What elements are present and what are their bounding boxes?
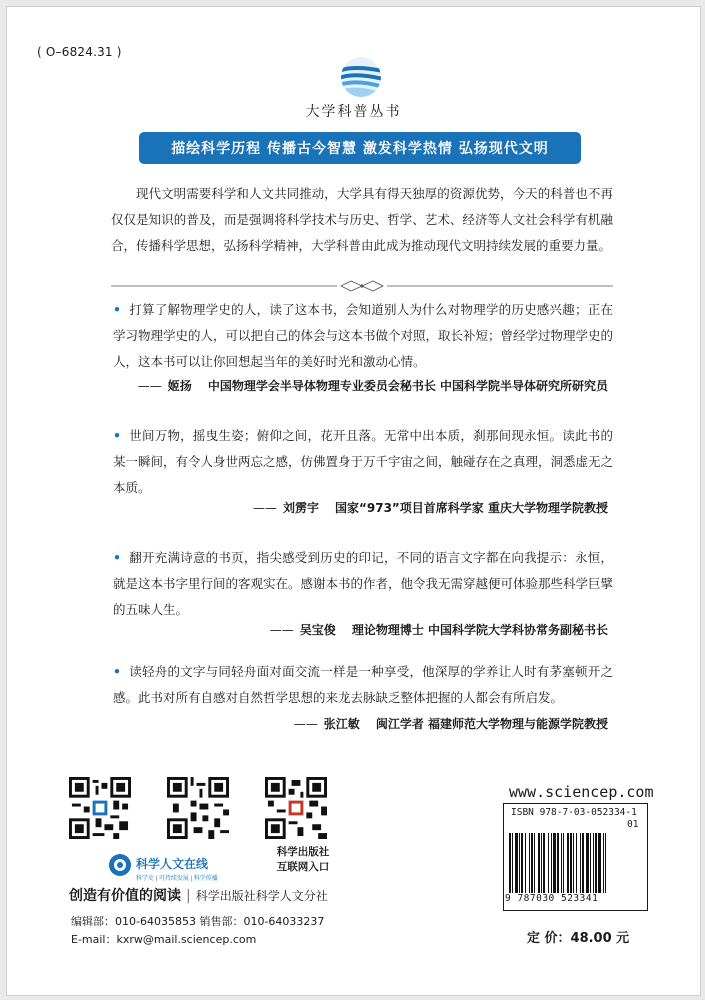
qr-code-icon[interactable] [69, 777, 131, 839]
qr-code-icon[interactable] [167, 777, 229, 839]
quote-text: 翻开充满诗意的书页，指尖感受到历史的印记，不同的语言文字都在向我提示：永恒，就是这本书字里行间的客观实在。感谢本书的作者，他令我无需穿越便可体验那些科学巨擘的五味人生。 [113, 550, 614, 617]
quote-text: 打算了解物理学史的人，读了这本书，会知道别人为什么对物理学的历史感兴趣；正在学习物理学史的人，可以把自己的体会与这本书做个对照，取长补短；曾经学过物理学史的人，这本书可以让你回想起当年的美好时光和激动心情。 [113, 302, 614, 369]
reviewer-title: 理论物理博士 中国科学院大学科协常务副秘书长 [351, 623, 608, 637]
isbn-number: ISBN 978-7-03-052334-1 [511, 807, 637, 818]
reviewer-name: 姬扬 [167, 379, 192, 393]
quote-text: 读轻舟的文字与同轻舟面对面交流一样是一种享受，他深厚的学养让人时有茅塞顿开之感。此书对所有自感对自然哲学思想的来龙去脉缺乏整体把握的人都会有所启发。 [113, 664, 613, 705]
qr-code-icon[interactable] [265, 777, 327, 839]
publisher-slogan: 创造有价值的阅读 | 科学出版社科学人文分社 [69, 888, 328, 904]
review-quote [113, 297, 613, 375]
email-address[interactable]: E-mail：kxrw@mail.sciencep.com [71, 933, 257, 946]
series-logo-icon [339, 55, 383, 99]
bullet-icon: • [113, 664, 121, 679]
review-quote [113, 659, 613, 711]
quote-attribution: —— 吴宝俊 理论物理博士 中国科学院大学科协常务副秘书长 [269, 623, 608, 637]
back-cover [6, 6, 701, 996]
barcode [509, 833, 639, 893]
ornamental-divider [111, 279, 613, 293]
qr-caption: 科学出版社 互联网入口 [276, 846, 330, 873]
bullet-icon: • [113, 302, 121, 317]
slogan-text: 创造有价值的阅读 [69, 888, 181, 904]
book-price: 定 价：48.00 元 [527, 931, 630, 946]
sciencehuman-logo [107, 851, 257, 887]
site-logo-subtext: 科学史 | 可持续发展 | 科学传播 [136, 876, 218, 882]
site-logo-text: 科学人文在线 [136, 857, 209, 871]
intro-paragraph: 现代文明需要科学和人文共同推动，大学具有得天独厚的资源优势，今天的科普也不再仅仅是知识的普及，而是强调将科学技术与历史、哲学、艺术、经济等人文社会科学有机融合，传播科学思想，弘扬科学精神，大学科普由此成为推动现代文明持续发展的重要力量。 [111, 186, 613, 253]
reviewer-name: 刘雳宇 [282, 501, 319, 515]
publisher-url[interactable]: www.sciencep.com [509, 783, 654, 801]
quote-attribution: —— 姬扬 中国物理学会半导体物理专业委员会秘书长 中国科学院半导体研究所研究员 [137, 379, 608, 393]
review-quote [113, 545, 613, 623]
classification-code: ( O–6824.31 ) [37, 45, 122, 59]
barcode-digits: 9 787030 523341 [505, 893, 599, 904]
bullet-icon: • [113, 550, 121, 565]
isbn-addon: 01 [627, 819, 639, 830]
reviewer-title: 中国物理学会半导体物理专业委员会秘书长 中国科学院半导体研究所研究员 [207, 379, 608, 393]
quote-attribution: —— 张江敏 闽江学者 福建师范大学物理与能源学院教授 [293, 717, 608, 731]
reviewer-title: 闽江学者 福建师范大学物理与能源学院教授 [375, 717, 608, 731]
quote-text: 世间万物，摇曳生姿；俯仰之间，花开且落。无常中出本质，刹那间现永恒。读此书的某一瞬间，有令人身世两忘之感，仿佛置身于万千宇宙之间，触碰存在之真理，洞悉虚无之本质。 [113, 428, 614, 495]
phone-numbers: 编辑部：010-64035853 销售部：010-64033237 [71, 915, 325, 928]
quote-attribution: —— 刘雳宇 国家“973”项目首席科学家 重庆大学物理学院教授 [252, 501, 608, 515]
series-name: 大学科普丛书 [305, 104, 402, 120]
reviewer-title: 国家“973”项目首席科学家 重庆大学物理学院教授 [334, 501, 608, 515]
bullet-icon: • [113, 428, 121, 443]
review-quote [113, 423, 613, 501]
reviewer-name: 吴宝俊 [299, 623, 336, 637]
slogan-banner: 描绘科学历程 传播古今智慧 激发科学热情 弘扬现代文明 [139, 132, 581, 164]
publisher-name: 科学出版社科学人文分社 [195, 889, 328, 903]
reviewer-name: 张江敏 [323, 717, 360, 731]
